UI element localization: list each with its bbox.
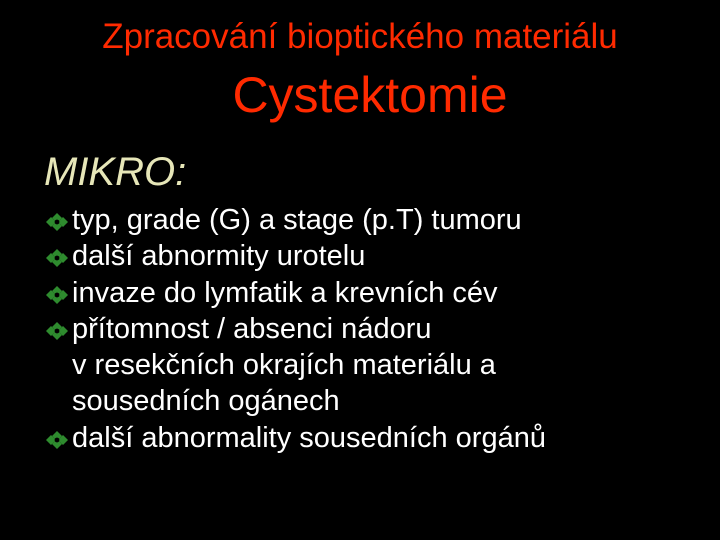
bullet-text: invaze do lymfatik a krevních cév [72, 276, 498, 309]
bullet-text: další abnormity urotelu [72, 240, 366, 273]
bullet-list [46, 202, 716, 456]
clover-diamond-icon [46, 212, 68, 232]
bullet-text: další abnormality sousedních orgánů [72, 421, 546, 454]
bullet-item [46, 238, 716, 274]
clover-diamond-icon [46, 248, 68, 268]
bullet-item [46, 420, 716, 456]
slide-title: Zpracování bioptického materiálu [102, 17, 618, 56]
bullet-text: typ, grade (G) a stage (p.T) tumoru [72, 204, 522, 236]
bullet-text: přítomnost / absenci nádoru [72, 312, 432, 345]
clover-diamond-icon [46, 285, 68, 305]
bullet-item [46, 275, 716, 311]
clover-diamond-icon [46, 430, 68, 450]
clover-diamond-icon [46, 321, 68, 341]
bullet-item [46, 202, 716, 238]
bullet-text-continuation: v resekčních okrajích materiálu a [72, 349, 496, 382]
bullet-text-continuation: sousedních ogánech [72, 385, 340, 418]
section-label: MIKRO: [44, 150, 187, 194]
slide-subtitle: Cystektomie [232, 67, 508, 123]
bullet-item [46, 311, 716, 420]
